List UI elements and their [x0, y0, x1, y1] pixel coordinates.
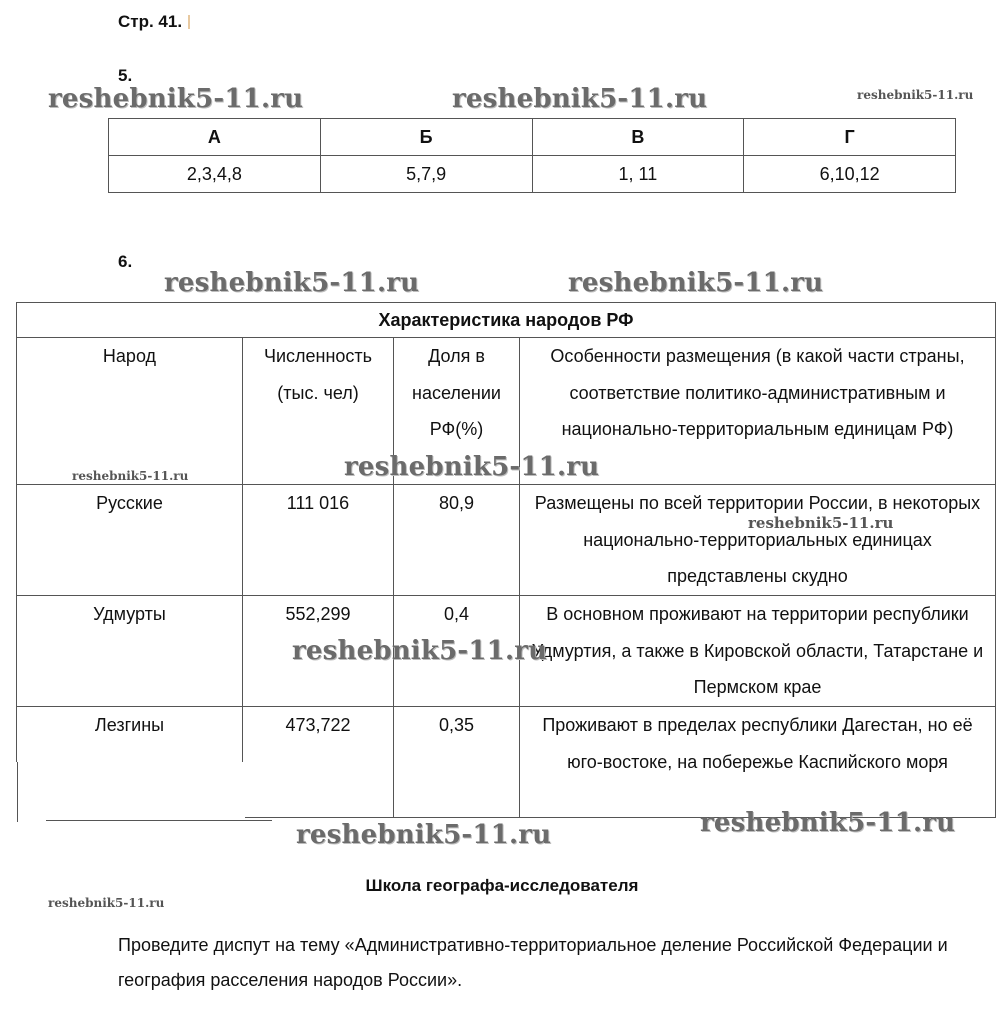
- cell-people: Удмурты: [17, 596, 243, 707]
- column-header-share: Доля в населении РФ(%): [394, 338, 520, 485]
- page-label: Стр. 41.: [118, 12, 190, 32]
- task-6-number: 6.: [118, 252, 133, 271]
- column-header-population: Численность (тыс. чел): [243, 338, 394, 485]
- answer-table-task5: [108, 118, 956, 193]
- value-a: 2,3,4,8: [109, 156, 321, 193]
- column-header-people: Народ: [17, 338, 243, 485]
- erased-region-border: [17, 762, 245, 822]
- header-g: Г: [744, 119, 956, 156]
- value-v: 1, 11: [532, 156, 744, 193]
- table-row: [17, 485, 996, 596]
- section-text: Проведите диспут на тему «Административно-территориальное деление Российской Федерации и география расселения народов России».: [118, 935, 948, 990]
- peoples-table: [16, 302, 996, 818]
- watermark-large: reshebnik5-11.ru: [452, 84, 708, 114]
- table-title: Характеристика народов РФ: [17, 303, 996, 338]
- watermark-large: reshebnik5-11.ru: [292, 636, 548, 666]
- watermark-small: reshebnik5-11.ru: [857, 88, 974, 102]
- header-b: Б: [320, 119, 532, 156]
- watermark-large: reshebnik5-11.ru: [568, 268, 824, 298]
- watermark-large: reshebnik5-11.ru: [48, 84, 304, 114]
- task-5-number: 5.: [118, 66, 133, 85]
- cell-share: 0,4: [394, 596, 520, 707]
- cell-population: 111 016: [243, 485, 394, 596]
- value-b: 5,7,9: [320, 156, 532, 193]
- value-g: 6,10,12: [744, 156, 956, 193]
- cell-population: 552,299: [243, 596, 394, 707]
- section-title: Школа географа-исследователя: [365, 876, 639, 895]
- cell-distribution: В основном проживают на территории республики Удмуртия, а также в Кировской области, Татарстане и Пермском крае: [520, 596, 996, 707]
- partial-bottom-border: [46, 820, 272, 821]
- watermark-large: reshebnik5-11.ru: [164, 268, 420, 298]
- watermark-small: reshebnik5-11.ru: [48, 896, 165, 910]
- header-v: В: [532, 119, 744, 156]
- watermark-large: reshebnik5-11.ru: [700, 808, 956, 838]
- column-header-distribution: Особенности размещения (в какой части страны, соответствие политико-административным и национально-территориальным единицам РФ): [520, 338, 996, 485]
- cell-distribution: Проживают в пределах республики Дагестан, но её юго-востоке, на побережье Каспийского моря: [520, 707, 996, 818]
- cell-distribution: Размещены по всей территории России, в некоторых национально-территориальных единицах представлены скудно: [520, 485, 996, 596]
- header-a: А: [109, 119, 321, 156]
- cell-share: 80,9: [394, 485, 520, 596]
- watermark-small: reshebnik5-11.ru: [748, 514, 894, 532]
- cell-people: Русские: [17, 485, 243, 596]
- watermark-large: reshebnik5-11.ru: [344, 452, 600, 482]
- watermark-large: reshebnik5-11.ru: [296, 820, 552, 850]
- cell-people: Лезгины: [17, 707, 243, 818]
- cell-share: 0,35: [394, 707, 520, 818]
- cell-population: 473,722: [243, 707, 394, 818]
- watermark-small: reshebnik5-11.ru: [72, 469, 189, 483]
